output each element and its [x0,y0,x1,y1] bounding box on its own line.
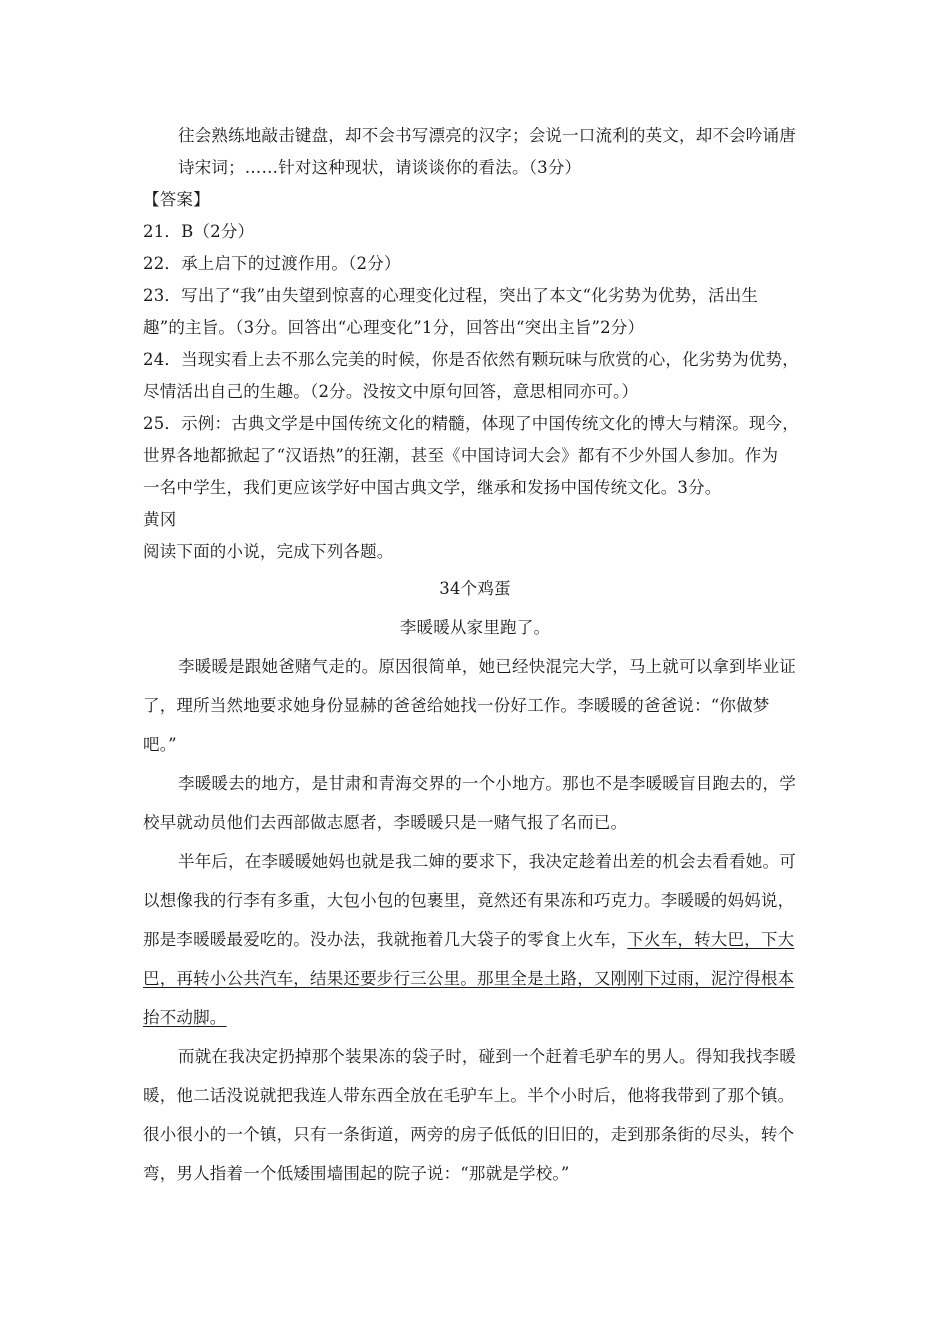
story-p4-line-4: 弯，男人指着一个低矮围墙围起的院子说：“那就是学校。” [143,1164,570,1183]
story-first-line: 李暖暖从家里跑了。 [399,618,551,637]
intro-line-2: 诗宋词；……针对这种现状，请谈谈你的看法。（3分） [178,158,582,177]
story-p2-line-2: 校早就动员他们去西部做志愿者，李暖暖只是一赌气报了名而已。 [143,813,628,832]
story-p1-line-2: 了，理所当然地要求她身份显赫的爸爸给她找一份好工作。李暖暖的爸爸说：“你做梦 [143,696,770,715]
intro-line-1: 往会熟练地敲击键盘，却不会书写漂亮的汉字；会说一口流利的英文，却不会吟诵唐 [178,126,796,145]
story-p2-line-1: 李暖暖去的地方，是甘肃和青海交界的一个小地方。那也不是李暖暖盲目跑去的，学 [178,774,796,793]
story-p1-line-1: 李暖暖是跟她爸赌气走的。原因很简单，她已经快混完大学，马上就可以拿到毕业证 [178,657,796,676]
answer-heading: 【答案】 [143,190,210,209]
underlined-passage-end: 抬不动脚。 [143,1008,227,1027]
story-p4-line-2: 暖，他二话没说就把我连人带东西全放在毛驴车上。半个小时后，他将我带到了那个镇。 [143,1086,795,1105]
story-p1-line-3: 吧。” [143,735,177,754]
story-title: 34个鸡蛋 [439,579,511,598]
answer-25-line-2: 世界各地都掀起了“汉语热”的狂潮，甚至《中国诗词大会》都有不少外国人参加。作为 [143,446,779,465]
answer-22: 22．承上启下的过渡作用。（2分） [143,254,401,273]
answer-23-line-1: 23．写出了“我”由失望到惊喜的心理变化过程，突出了本文“化劣势为优势，活出生 [143,286,759,305]
story-p4-line-3: 很小很小的一个镇，只有一条街道，两旁的房子低低的旧旧的，走到那条街的尽头，转个 [143,1125,795,1144]
story-p3-line-4 [143,968,794,990]
underlined-passage-start: 下火车，转大巴，下大 [627,930,795,949]
answer-21: 21．B（2分） [143,222,255,241]
reading-instruction: 阅读下面的小说，完成下列各题。 [143,542,394,561]
answer-25-line-3: 一名中学生，我们更应该学好中国古典文学，继承和发扬中国传统文化。3分。 [143,478,722,497]
story-p3-line-2: 以想像我的行李有多重，大包小包的包裹里，竟然还有果冻和巧克力。李暖暖的妈妈说， [143,891,795,910]
story-p3-line-3 [143,929,794,951]
answer-23-line-2: 趣”的主旨。（3分。回答出“心理变化”1分，回答出“突出主旨”2分） [143,318,645,337]
story-p3-line-5 [143,1007,227,1029]
story-p3-line-3-text: 那是李暖暖最爱吃的。没办法，我就拖着几大袋子的零食上火车， [143,930,628,949]
answer-25-line-1: 25．示例：古典文学是中国传统文化的精髓，体现了中国传统文化的博大与精深。现今， [143,414,799,433]
answer-24-line-1: 24．当现实看上去不那么完美的时候，你是否依然有颗玩味与欣赏的心，化劣势为优势， [143,350,799,369]
story-p3-line-1: 半年后，在李暖暖她妈也就是我二婶的要求下，我决定趁着出差的机会去看看她。可 [178,852,796,871]
underlined-passage-middle: 巴，再转小公共汽车，结果还要步行三公里。那里全是土路，又刚刚下过雨，泥泞得根本 [143,969,795,988]
region-label: 黄冈 [143,510,177,529]
story-p4-line-1: 而就在我决定扔掉那个装果冻的袋子时，碰到一个赶着毛驴车的男人。得知我找李暖 [178,1047,796,1066]
answer-24-line-2: 尽情活出自己的生趣。（2分。没按文中原句回答，意思相同亦可。） [143,382,639,401]
